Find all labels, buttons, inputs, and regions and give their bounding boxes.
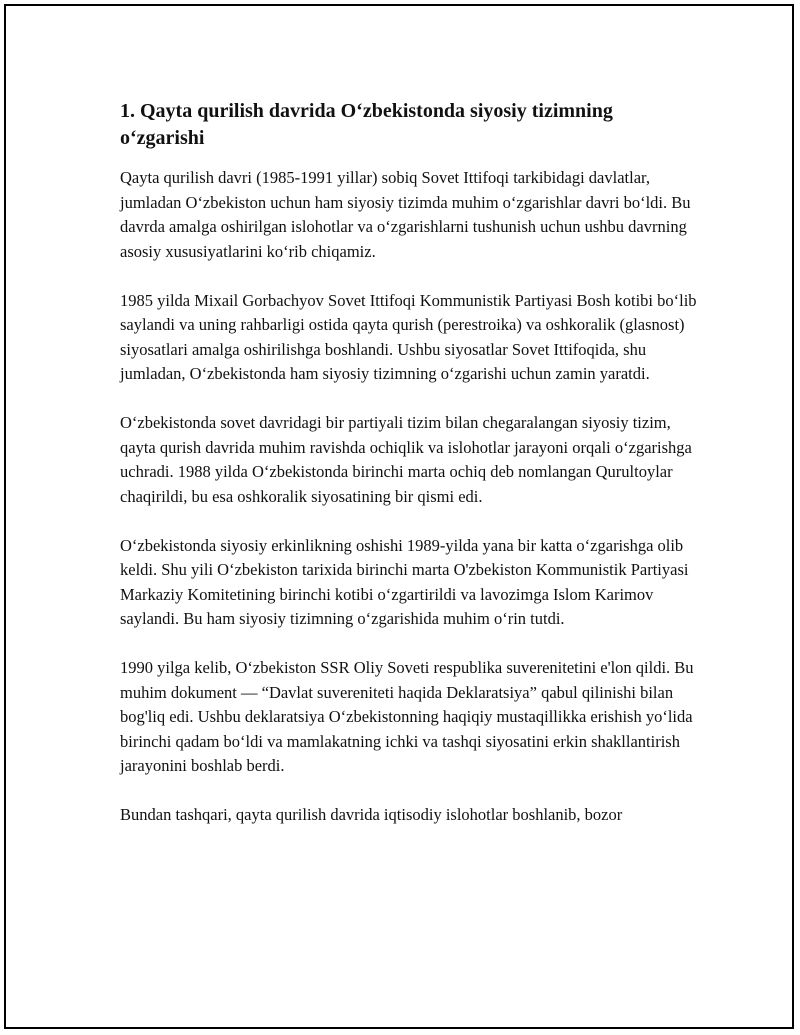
paragraph-4: O‘zbekistonda siyosiy erkinlikning oshishi 1989-yilda yana bir katta o‘zgarishga olib keldi. Shu yili O‘zbekiston tarixida birinchi marta O'zbekiston Kommunistik Partiyasi Markaziy Komitetining birinchi kotibi o‘zgartirildi va lavozimga Islom Karimov saylandi. Bu ham siyosiy tizimning o‘zgarishida muhim o‘rin tutdi.	[120, 535, 689, 628]
document-body	[120, 98, 700, 852]
paragraph-6: Bundan tashqari, qayta qurilish davrida iqtisodiy islohotlar boshlanib, bozor	[120, 805, 623, 824]
page-frame	[4, 4, 794, 1029]
paragraph-2: 1985 yilda Mixail Gorbachyov Sovet Ittifoqi Kommunistik Partiyasi Bosh kotibi bo‘lib saylandi va uning rahbarligi ostida qayta qurish (perestroika) va oshkoralik (glasnost) siyosatlari amalga oshirilishga boshlandi. Ushbu siyosatlar Sovet Ittifoqida, shu jumladan, O‘zbekistonda ham siyosiy tizimning o‘zgarishi uchun zamin yaratdi.	[120, 290, 697, 383]
paragraph-3: O‘zbekistonda sovet davridagi bir partiyali tizim bilan chegaralangan siyosiy tizim, qayta qurish davrida muhim ravishda ochiqlik va islohotlar jarayoni orqali o‘zgarishga uchradi. 1988 yilda O‘zbekistonda birinchi marta ochiq deb nomlangan Qurultoylar chaqirildi, bu esa oshkoralik siyosatining bir qismi edi.	[120, 413, 692, 506]
paragraph-1: Qayta qurilish davri (1985-1991 yillar) sobiq Sovet Ittifoqi tarkibidagi davlatlar, jumladan O‘zbekiston uchun ham siyosiy tizimda muhim o‘zgarishlar davri bo‘ldi. Bu davrda amalga oshirilgan islohotlar va o‘zgarishlarni tushunish uchun ushbu davrning asosiy xususiyatlarini ko‘rib chiqamiz.	[120, 168, 691, 261]
paragraph-5: 1990 yilga kelib, O‘zbekiston SSR Oliy Soveti respublika suverenitetini e'lon qildi. Bu muhim dokument — “Davlat suvereniteti haqida Deklaratsiya” qabul qilinishi bilan bog'liq edi. Ushbu deklaratsiya O‘zbekistonning haqiqiy mustaqillikka erishish yo‘lida birinchi qadam bo‘ldi va mamlakatning ichki va tashqi siyosatini erkin shakllantirish jarayonini boshlab berdi.	[120, 658, 694, 775]
section-title: 1. Qayta qurilish davrida O‘zbekistonda siyosiy tizimning o‘zgarishi	[120, 100, 613, 149]
